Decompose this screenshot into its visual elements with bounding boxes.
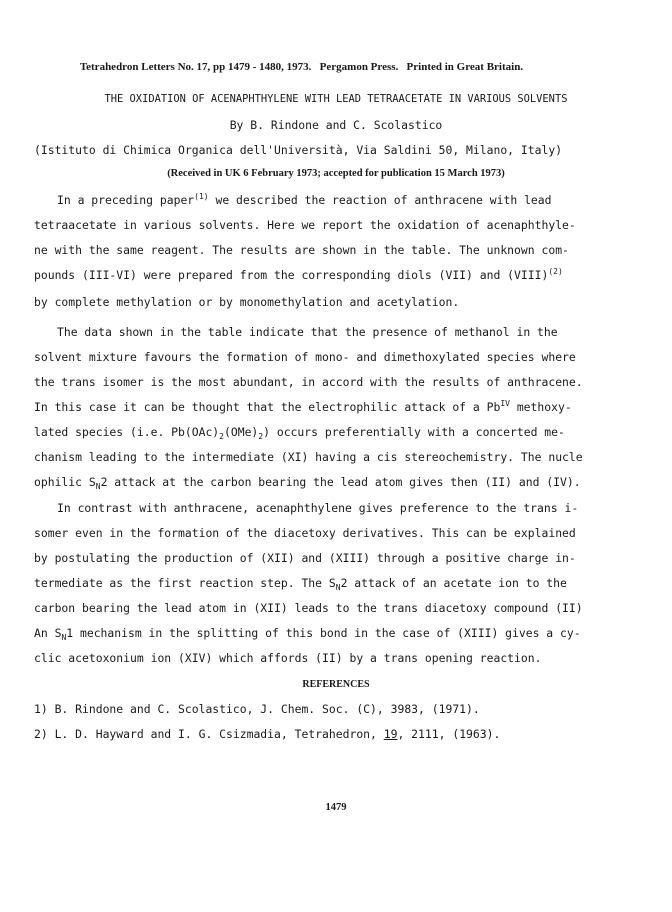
body-line: In contrast with anthracene, acenaphthylene gives preference to the trans i-: [57, 501, 579, 515]
reference-2: 2) L. D. Hayward and I. G. Csizmadia, Tetrahedron, 19, 2111, (1963).: [34, 727, 501, 741]
body-line: In this case it can be thought that the electrophilic attack of a $Pb^{IV}$ methoxy-: [34, 399, 572, 414]
affiliation: (Istituto di Chimica Organica dell'Università, Via Saldini 50, Milano, Italy): [34, 143, 563, 157]
paper-title: THE OXIDATION OF ACENAPHTHYLENE WITH LEAD TETRAACETATE IN VARIOUS SOLVENTS: [104, 93, 568, 105]
page-number: 1479: [325, 802, 347, 813]
printed-in: Printed in Great Britain.: [406, 61, 524, 73]
citation-2: (2): [548, 267, 563, 276]
body-line: chanism leading to the intermediate (XI) having a cis stereochemistry. The nucle: [34, 450, 583, 464]
body-line: the trans isomer is the most abundant, in accord with the results of anthracene.: [34, 375, 583, 389]
body-line: ne with the same reagent. The results are shown in the table. The unknown com-: [34, 243, 569, 257]
body-line: somer even in the formation of the diacetoxy derivatives. This can be explained: [34, 526, 576, 540]
body-line: solvent mixture favours the formation of mono- and dimethoxylated species where: [34, 350, 576, 364]
body-line: pounds (III-VI) were prepared from the corresponding diols (VII) and (VIII)$^{(2)}$: [34, 267, 563, 282]
body-line: tetraacetate in various solvents. Here we report the oxidation of acenaphthyle-: [34, 218, 576, 232]
references-heading: REFERENCES: [302, 679, 370, 690]
reference-1: 1) B. Rindone and C. Scolastico, J. Chem. Soc. (C), 3983, (1971).: [34, 702, 480, 716]
body-line: carbon bearing the lead atom in (XII) leads to the trans diacetoxy compound (II): [34, 601, 583, 615]
body-line: An $S_N1$ mechanism in the splitting of this bond in the case of (XIII) gives a cy-: [34, 626, 581, 642]
body-line: termediate as the first reaction step. The $S_N2$ attack of an acetate ion to the: [34, 576, 567, 592]
authors: By B. Rindone and C. Scolastico: [229, 118, 443, 132]
publisher: Pergamon Press.: [319, 61, 399, 73]
journal-header: [69, 45, 523, 90]
body-line: by complete methylation or by monomethylation and acetylation.: [34, 295, 460, 309]
body-line: by postulating the production of (XII) and (XIII) through a positive charge in-: [34, 551, 576, 565]
received-date: (Received in UK 6 February 1973; accepted for publication 15 March 1973): [167, 168, 505, 179]
body-line: In a preceding paper$^{(1)}$ we described the reaction of anthracene with lead: [57, 192, 552, 207]
body-line: lated species (i.e. $Pb(OAc)_2(OMe)_2$) occurs preferentially with a concerted me-: [34, 425, 565, 441]
body-line: The data shown in the table indicate that the presence of methanol in the: [57, 325, 558, 339]
body-line: clic acetoxonium ion (XIV) which affords (II) by a trans opening reaction.: [34, 651, 542, 665]
body-line: ophilic $S_N2$ attack at the carbon bearing the lead atom gives then (II) and (IV).: [34, 475, 581, 491]
journal-citation: Tetrahedron Letters No. 17, pp 1479 - 1480, 1973.: [79, 61, 312, 73]
citation-1: (1): [194, 192, 209, 201]
